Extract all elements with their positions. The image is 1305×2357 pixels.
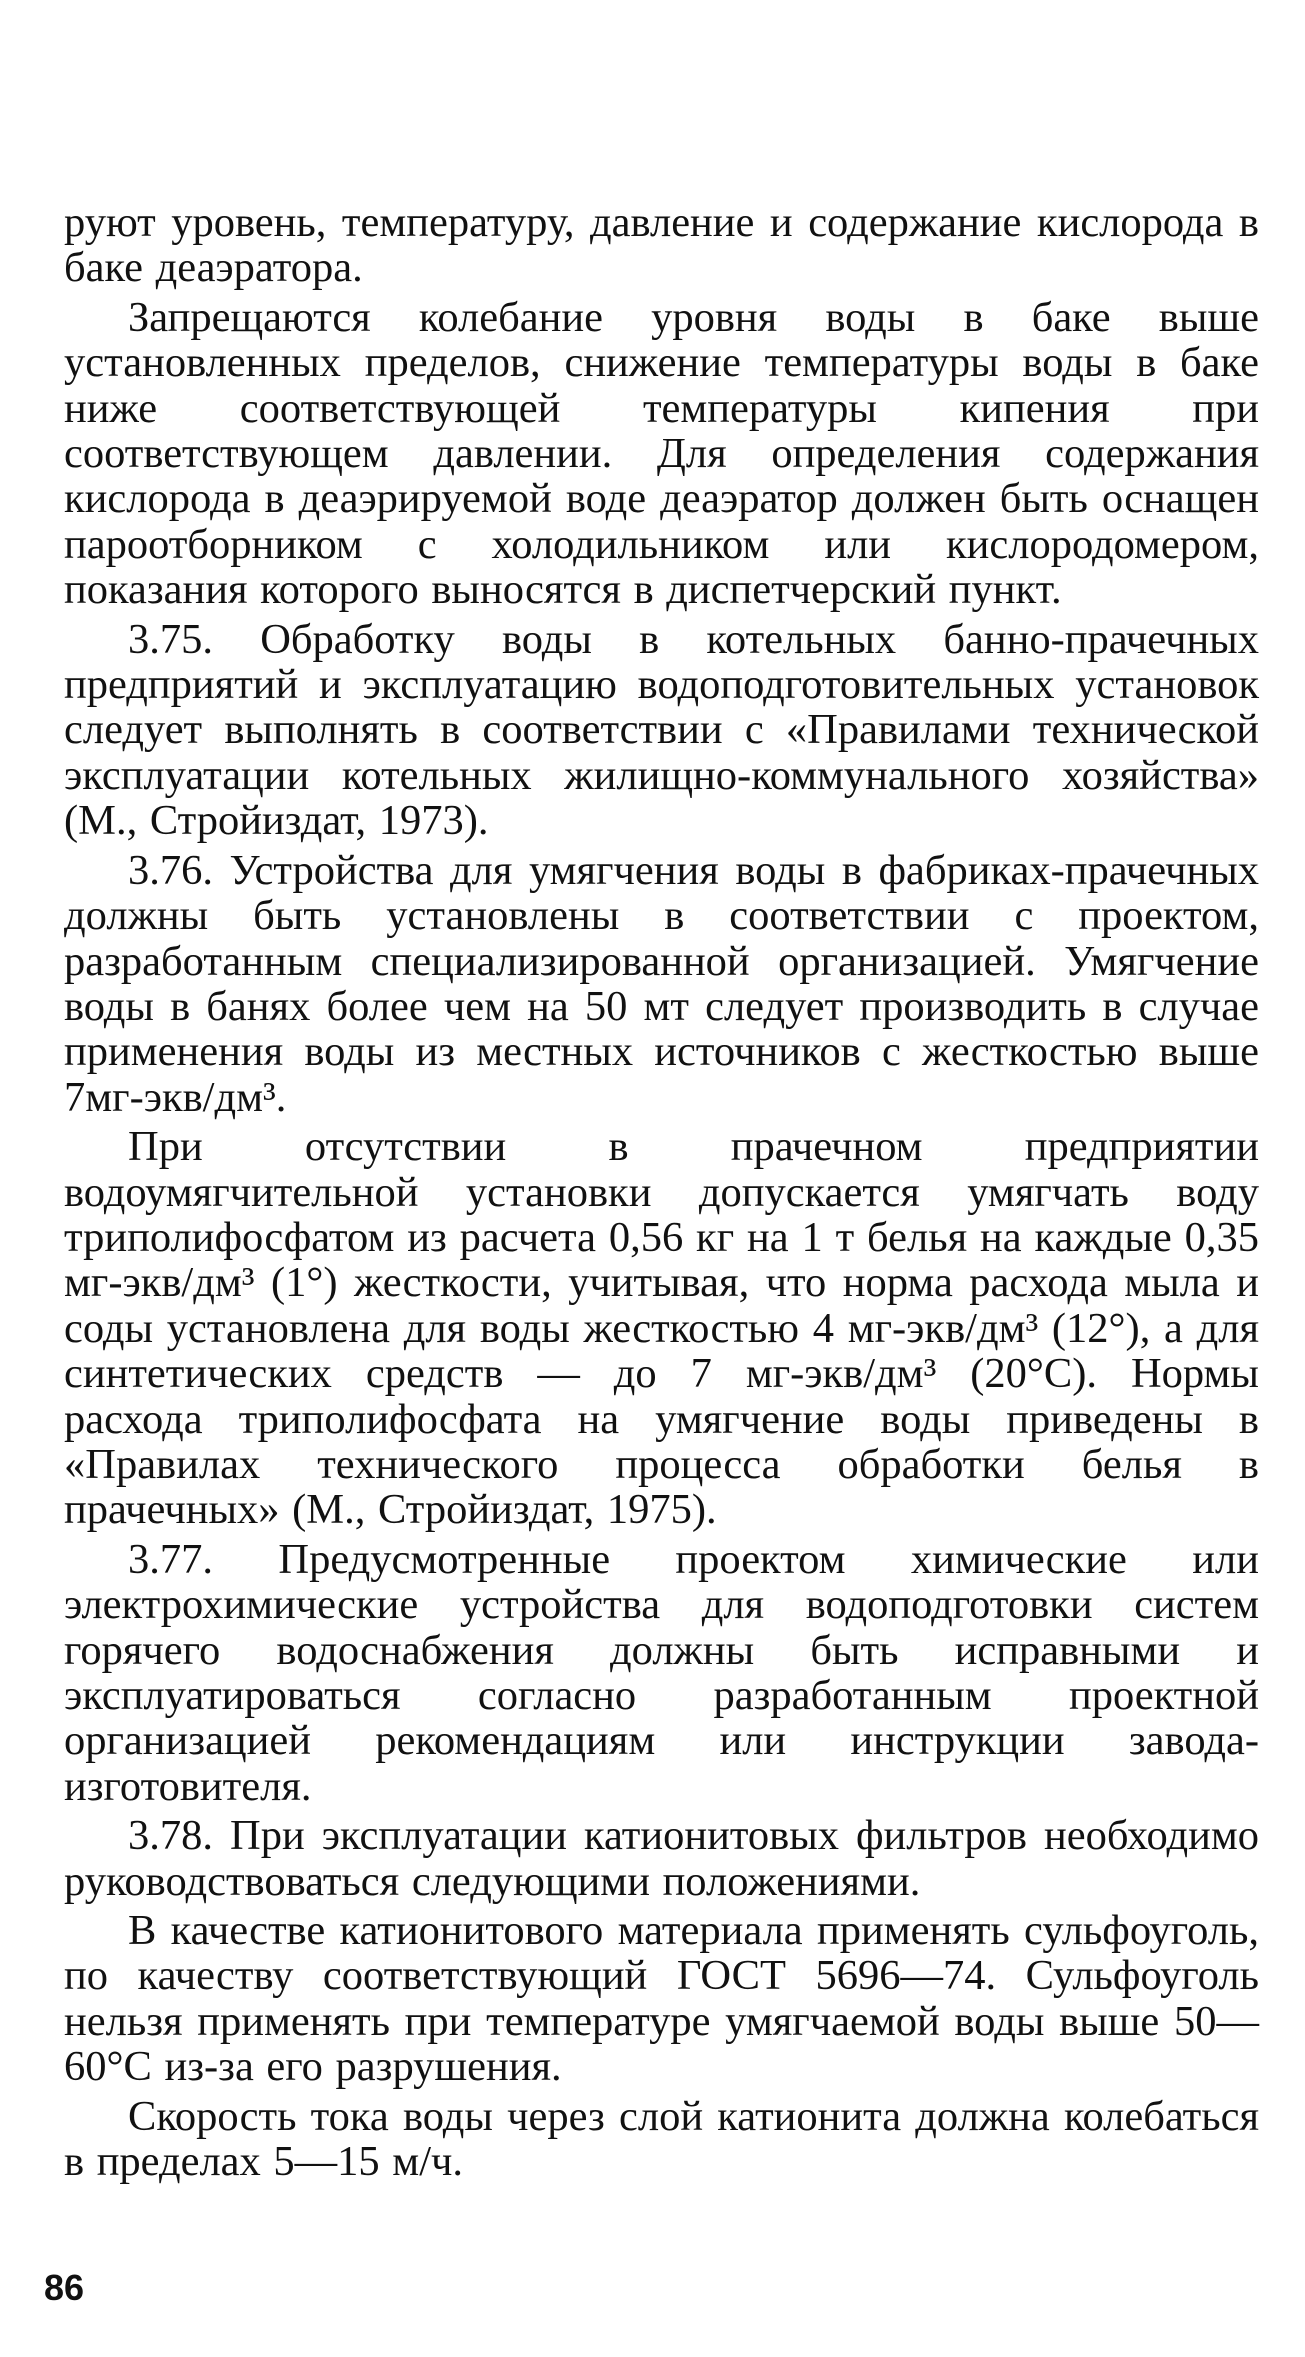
paragraph-3-75: 3.75. Обработку воды в котельных банно-прачечных предприятий и эксплуатацию водоподготовительных установок следует выполнять в соответствии с «Правилами технической эксплуатации котельных жилищно-коммунального хозяйства» (М., Стройиздат, 1973). <box>64 615 1259 845</box>
paragraph-3-77: 3.77. Предусмотренные проектом химические или электрохимические устройства для водоподготовки систем горячего водоснабжения должны быть исправными и эксплуатироваться согласно разработанным проектной организацией рекомендациям или инструкции завода-изготовителя. <box>64 1535 1259 1810</box>
paragraph-3-78: 3.78. При эксплуатации катионитовых фильтров необходимо руководствоваться следующими положениями. <box>64 1812 1259 1905</box>
paragraph-sulfocoal: В качестве катионитового материала применять сульфоуголь, по качеству соответствующий ГОСТ 5696—74. Сульфоуголь нельзя применять при температуре умягчаемой воды выше 50—60°С из-за его разрушения. <box>64 1907 1259 2091</box>
paragraph-flow-speed: Скорость тока воды через слой катионита должна колебаться в пределах 5—15 м/ч. <box>64 2092 1259 2186</box>
paragraph-tripolyphosphate: При отсутствии в прачечном предприятии водоумягчительной установки допускается умягчать воду триполифосфатом из расчета 0,56 кг на 1 т белья на каждые 0,35 мг-экв/дм³ (1°) жесткости, учитывая, что норма расхода мыла и соды установлена для воды жесткостью 4 мг-экв/дм³ (12°), а для синтетических средств — до 7 мг-экв/дм³ (20°С). Нормы расхода триполифосфата на умягчение воды приведены в «Правилах технического процесса обработки белья в прачечных» (М., Стройиздат, 1975). <box>64 1123 1259 1534</box>
document-page <box>64 200 1259 2188</box>
paragraph-deaerator-restrictions: Запрещаются колебание уровня воды в баке выше установленных пределов, снижение температуры воды в баке ниже соответствующей температуры кипения при соответствующем давлении. Для определения содержания кислорода в деаэрируемой воде деаэратор должен быть оснащен пароотборником с холодильником или кислородомером, показания которого выносятся в диспетчерский пункт. <box>64 293 1259 614</box>
paragraph-3-76: 3.76. Устройства для умягчения воды в фабриках-прачечных должны быть установлены в соответствии с проектом, разработанным специализированной организацией. Умягчение воды в банях более чем на 50 мт следует производить в случае применения воды из местных источников с жесткостью выше 7мг-экв/дм³. <box>64 846 1259 1121</box>
paragraph-continuation: руют уровень, температуру, давление и содержание кислорода в баке деаэратора. <box>64 199 1259 292</box>
page-number: 86 <box>44 2267 85 2308</box>
